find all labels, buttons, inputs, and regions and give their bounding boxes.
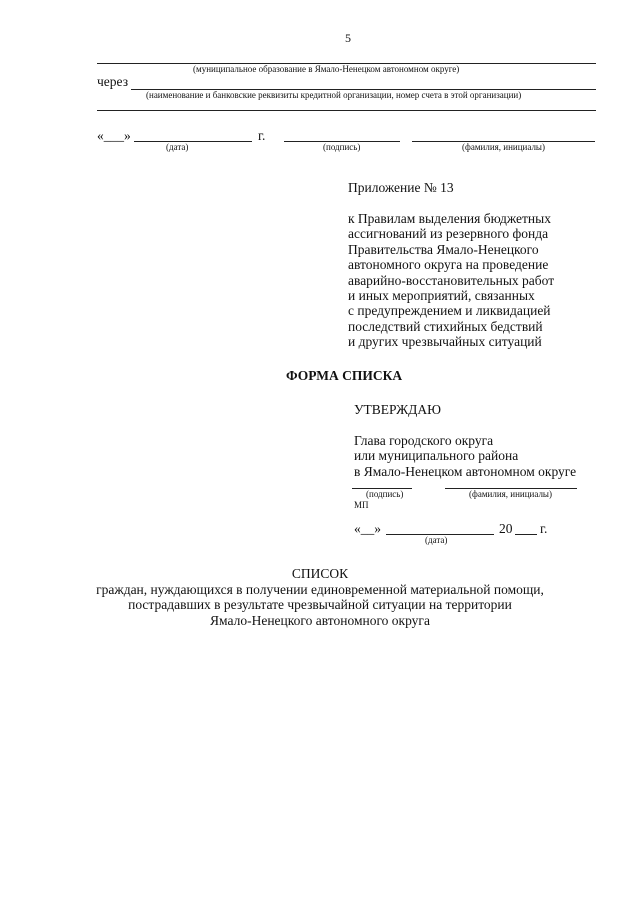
form-title: ФОРМА СПИСКА	[286, 368, 403, 383]
approval-text	[354, 433, 576, 479]
approval-year-line	[515, 534, 537, 535]
municipal-caption: (муниципальное образование в Ямало-Ненецком автономном округе)	[193, 64, 460, 74]
appendix-line: последствий стихийных бедствий	[348, 318, 543, 334]
approval-date-caption: (дата)	[425, 535, 448, 545]
appendix-line: ассигнований из резервного фонда	[348, 226, 549, 242]
list-subtitle-line: пострадавших в результате чрезвычайной ситуации на территории	[128, 597, 512, 613]
via-label: через	[97, 74, 129, 89]
approval-date-prefix: «__»	[354, 521, 381, 536]
list-subtitle-line: граждан, нуждающихся в получении единовременной материальной помощи,	[96, 582, 544, 597]
page-number: 5	[345, 31, 351, 45]
approval-year-prefix: 20	[499, 521, 513, 536]
approval-line: в Ямало-Ненецком автономном округе	[354, 463, 577, 479]
top-year-suffix: г.	[258, 128, 266, 143]
top-signature-caption: (подпись)	[323, 142, 361, 152]
appendix-line: с предупреждением и ликвидацией	[348, 303, 551, 319]
top-name-caption: (фамилия, инициалы)	[462, 142, 545, 152]
blank-line	[97, 110, 596, 111]
top-date-line	[134, 141, 252, 142]
top-date-caption: (дата)	[166, 142, 189, 152]
appendix-line: автономного округа на проведение	[348, 257, 549, 273]
appendix-line: и иных мероприятий, связанных	[348, 288, 535, 304]
approval-line: Глава городского округа	[354, 433, 494, 448]
appendix-line: аварийно-восстановительных работ	[348, 272, 555, 288]
bank-caption: (наименование и банковские реквизиты кредитной организации, номер счета в этой организации)	[146, 90, 522, 100]
appendix-line: Правительства Ямало-Ненецкого	[348, 241, 539, 257]
top-date-prefix: «___»	[97, 128, 131, 143]
approval-signature-caption: (подпись)	[366, 489, 404, 499]
approval-line: или муниципального района	[354, 448, 519, 464]
stamp-label: МП	[354, 500, 369, 510]
appendix-title: Приложение № 13	[348, 180, 454, 195]
list-subtitle-line: Ямало-Ненецкого автономного округа	[210, 612, 430, 628]
list-subtitle	[0, 582, 640, 628]
approval-year-suffix: г.	[540, 521, 548, 536]
approve-label: УТВЕРЖДАЮ	[354, 402, 442, 417]
appendix-line: к Правилам выделения бюджетных	[348, 211, 551, 226]
approval-name-caption: (фамилия, инициалы)	[469, 489, 552, 499]
list-title: СПИСОК	[291, 566, 349, 581]
appendix-line: и других чрезвычайных ситуаций	[348, 334, 542, 350]
appendix-text	[348, 211, 554, 350]
